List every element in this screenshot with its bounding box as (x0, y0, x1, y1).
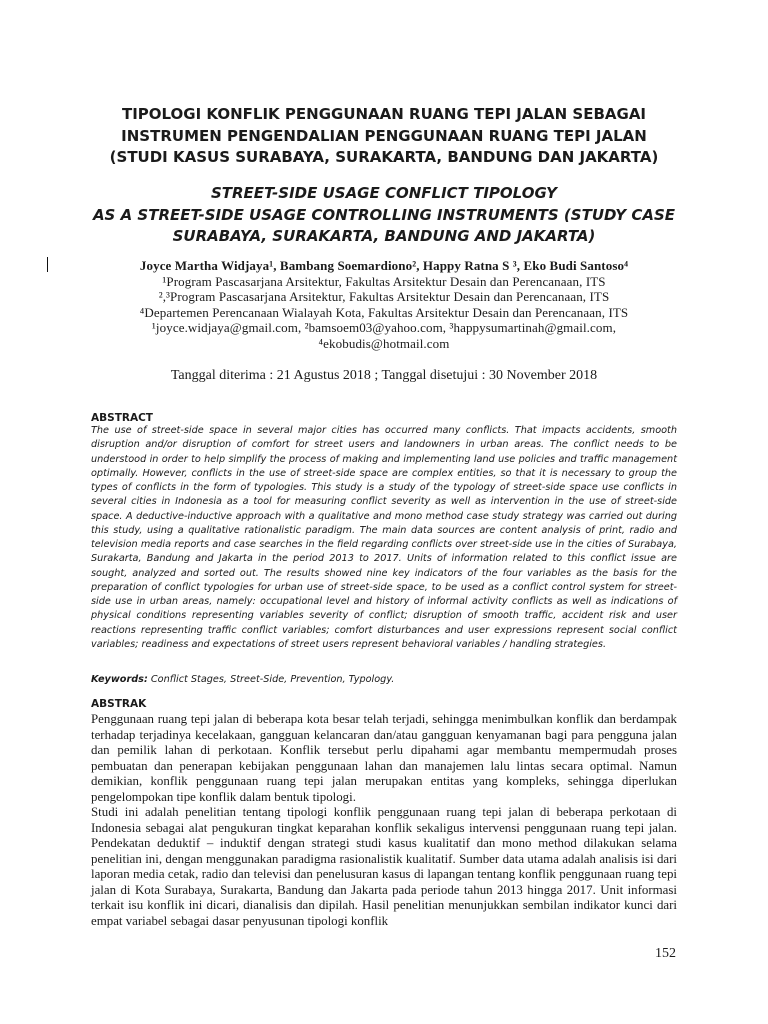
abstrak-heading: ABSTRAK (91, 698, 147, 710)
email-line: ⁴ekobudis@hotmail.com (318, 335, 450, 351)
keywords-text: Conflict Stages, Street-Side, Prevention, Typology. (147, 674, 395, 685)
email-line: ¹joyce.widjaya@gmail.com, ²bamsoem03@yahoo.com, ³happysumartinah@gmail.com, (151, 320, 617, 336)
page-number: 152 (655, 946, 676, 961)
title-id-line: INSTRUMEN PENGENDALIAN PENGGUNAAN RUANG TEPI JALAN (121, 126, 647, 145)
submission-dates: Tanggal diterima : 21 Agustus 2018 ; Tanggal disetujui : 30 November 2018 (170, 368, 598, 383)
affiliation-line: ²,³Program Pascasarjana Arsitektur, Fakultas Arsitektur Desain dan Perencanaan, ITS (158, 289, 610, 305)
title-indonesian (90, 104, 678, 169)
title-en-line: SURABAYA, SURAKARTA, BANDUNG AND JAKARTA) (172, 227, 596, 245)
title-id-line: (STUDI KASUS SURABAYA, SURAKARTA, BANDUNG DAN JAKARTA) (109, 148, 659, 166)
abstrak-paragraph: Penggunaan ruang tepi jalan di beberapa kota besar telah terjadi, sehingga menimbulkan konflik dan berdampak terhadap terjadinya kecelakaan, gangguan kelancaran dan/atau gangguan kenyamanan bagi para pengguna jalan dan pemilik lahan di perkotaan. Konflik tersebut perlu dipahami agar membantu mempermudah proses pembuatan dan penerapan kebijakan penggunaan lahan dan manajemen lalu lintas secara optimal. Namun demikian, konflik penggunaan ruang tepi jalan merupakan entitas yang kompleks, sehingga diperlukan pengelompokan tipe konflik dalam bentuk tipologi. (91, 712, 677, 804)
author-block (90, 258, 678, 352)
affiliation-line: ¹Program Pascasarjana Arsitektur, Fakultas Arsitektur Desain dan Perencanaan, ITS (162, 273, 606, 289)
abstrak-paragraph: Studi ini adalah penelitian tentang tipologi konflik penggunaan ruang tepi jalan di beberapa perkotaan di Indonesia sebagai alat pengukuran tingkat keparahan konflik sekaligus intervensi penggunaan ruang tepi jalan. Pendekatan deduktif – induktif dengan strategi studi kasus kualitatif dan mono method dilakukan selama penelitian ini, dengan menggunakan paradigma rasionalistik kualitatif. Sumber data utama adalah analisis isi dari laporan media cetak, radio dan televisi dan penelusuran kasus di lapangan tentang konflik penggunaan ruang tepi jalan di Kota Surabaya, Surakarta, Bandung dan Jakarta pada periode tahun 2013 hingga 2017. Unit informasi terkait isu konflik ini dicari, dianalisis dan dipilah. Hasil penelitian menunjukkan sembilan indikator kunci dari empat variabel sebagai dasar penyusunan tipologi konflik (91, 805, 677, 928)
text-cursor (47, 257, 48, 272)
keywords-label: Keywords: (91, 674, 148, 685)
title-id-line: TIPOLOGI KONFLIK PENGGUNAAN RUANG TEPI JALAN SEBAGAI (121, 105, 647, 123)
title-english (90, 183, 678, 248)
title-en-line: AS A STREET-SIDE USAGE CONTROLLING INSTRUMENTS (STUDY CASE (92, 205, 676, 224)
abstract-heading: ABSTRACT (91, 412, 153, 424)
affiliation-line: ⁴Departemen Perencanaan Wialayah Kota, Fakultas Arsitektur Desain dan Perencanaan, ITS (139, 304, 629, 320)
author-names: Joyce Martha Widjaya¹, Bambang Soemardiono², Happy Ratna S ³, Eko Budi Santoso⁴ (139, 258, 629, 273)
abstract-body: The use of street-side space in several major cities has occurred many conflicts. That impacts accidents, smooth disruption and/or disruption of comfort for street users and landowners in urban areas. The conflict needs to be understood in order to help simplify the process of making and implementing land use policies and traffic management optimally. However, conflicts in the use of street-side space are complex entities, so that it is necessary to group the types of conflicts in the form of typologies. This study is a study of the typology of street-side space use conflicts in several cities in Indonesia as a tool for measuring conflict severity as well as intervention in the use of street-side space. A deductive-inductive approach with a qualitative and mono method case study strategy was carried out during this study, using a qualitative rationalistic paradigm. The main data sources are content analysis of print, radio and television media reports and case searches in the field regarding conflicts over street-side use in the cities of Surabaya, Surakarta, Bandung and Jakarta in the period 2013 to 2017. Units of information related to this conflict issue are sought, analyzed and sorted out. The results showed nine key indicators of the four variables as the basis for the preparation of conflict typologies for urban use of street-side space, to be used as a conflict control system for street-side use in urban areas, namely: occupational level and history of informal activity conflicts as well as indications of physical conditions representing variables severity of conflict; disruption of smooth traffic, accident risk and user reactions representing traffic conflict variables; comfort disturbances and user expressions represent social conflict variables; readiness and expectations of street users represent behavioral variables / handling strategies. (91, 425, 677, 650)
keywords (91, 673, 677, 687)
title-en-line: STREET-SIDE USAGE CONFLICT TIPOLOGY (210, 184, 558, 202)
abstrak-body (91, 712, 677, 929)
